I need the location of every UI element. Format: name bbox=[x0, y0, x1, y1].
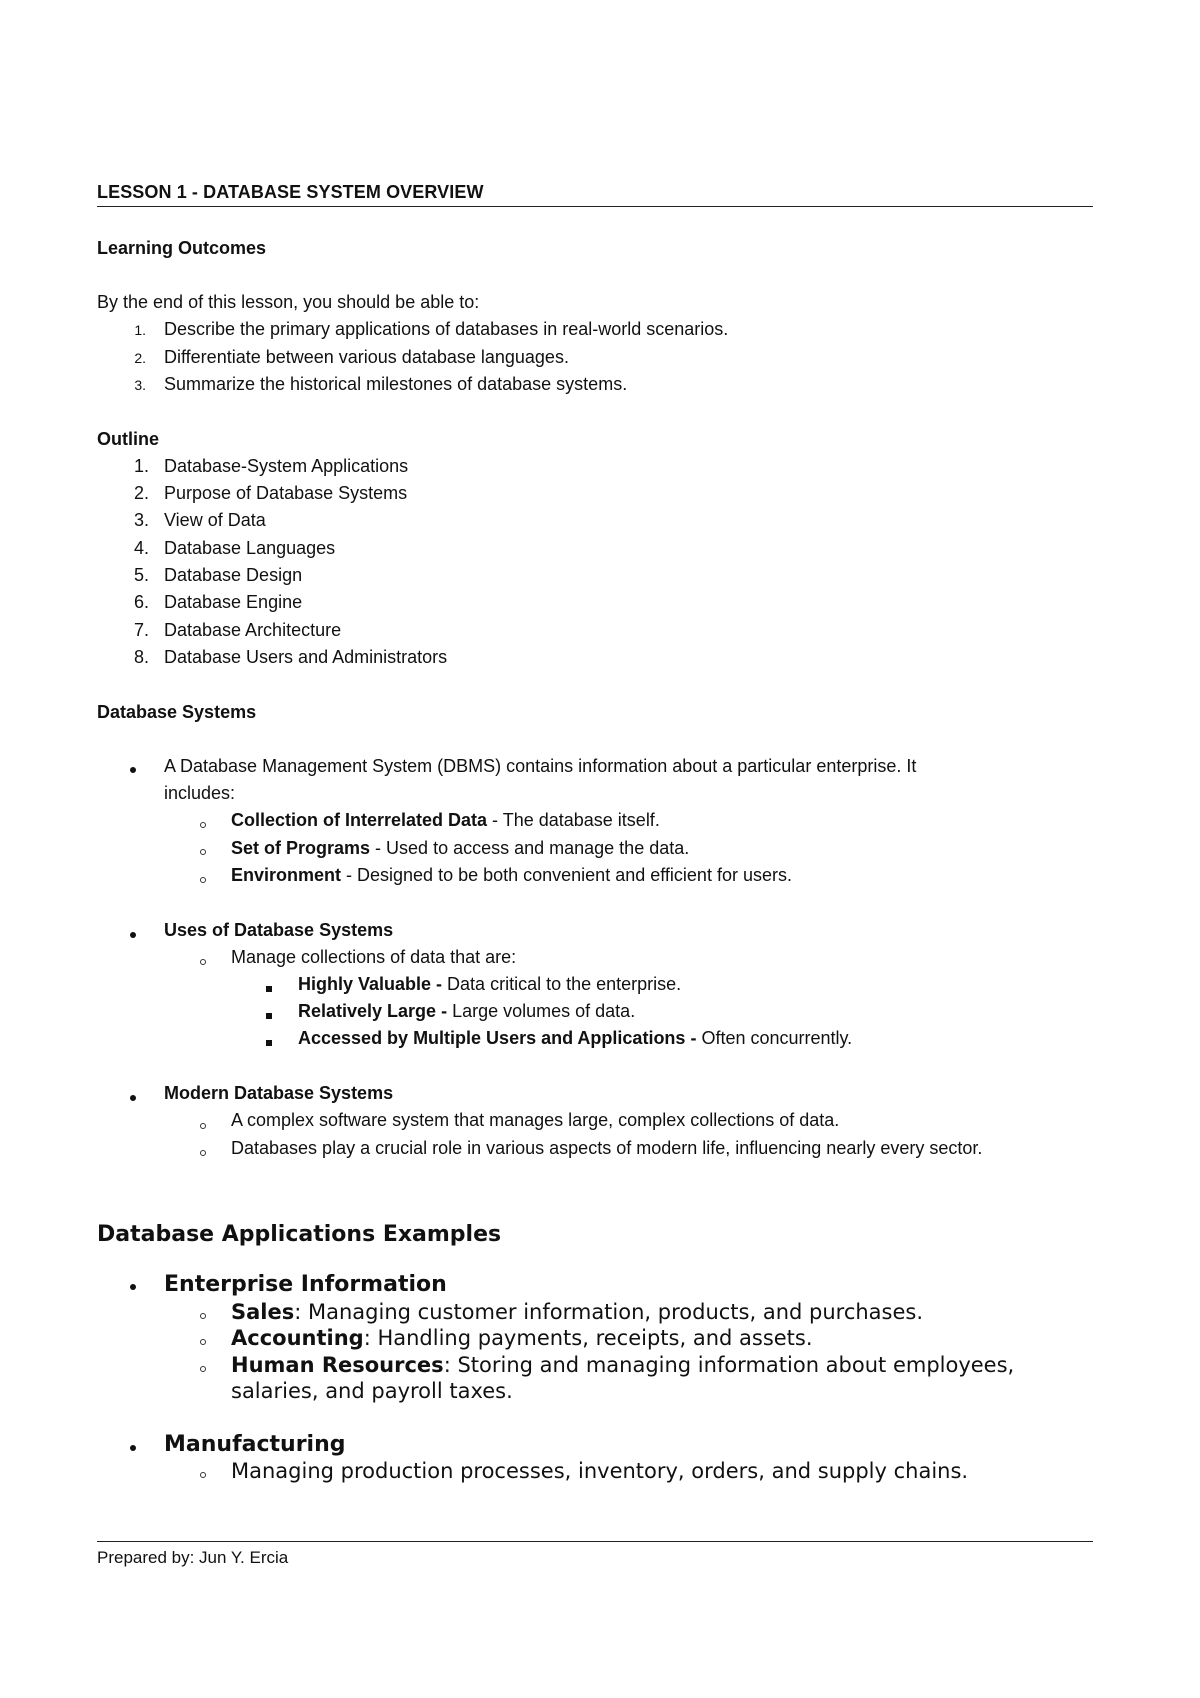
list-number: 2. bbox=[133, 483, 149, 503]
bullet-marker bbox=[130, 932, 136, 938]
list-number: 4. bbox=[133, 538, 149, 558]
title-divider bbox=[97, 206, 1093, 207]
manufacturing-item: Managing production processes, inventory, orders, and supply chains. bbox=[231, 1459, 969, 1483]
list-item: Database Users and Administrators bbox=[164, 647, 448, 667]
enterprise-item: Human Resources: Storing and managing information about employees, bbox=[231, 1353, 1015, 1377]
square-marker bbox=[266, 986, 272, 992]
square-marker bbox=[266, 1040, 272, 1046]
applications-heading: Database Applications Examples bbox=[97, 1222, 502, 1247]
uses-subsubitem: Highly Valuable - Data critical to the enterprise. bbox=[298, 974, 682, 994]
bullet-marker bbox=[130, 1445, 136, 1451]
dbms-subitem: Environment - Designed to be both convenient and efficient for users. bbox=[231, 865, 792, 885]
bullet-marker bbox=[130, 767, 136, 773]
uses-subitem: Manage collections of data that are: bbox=[231, 947, 517, 967]
list-item: Database-System Applications bbox=[164, 456, 409, 476]
dbms-description-line2: includes: bbox=[164, 783, 236, 803]
list-number: 6. bbox=[133, 592, 149, 612]
manufacturing-title: Manufacturing bbox=[164, 1432, 346, 1457]
circle-marker bbox=[200, 1313, 206, 1319]
list-item: Database Architecture bbox=[164, 620, 342, 640]
list-number: 5. bbox=[133, 565, 149, 585]
learning-outcomes-heading: Learning Outcomes bbox=[97, 238, 267, 258]
list-item: Purpose of Database Systems bbox=[164, 483, 408, 503]
dbms-subitem: Set of Programs - Used to access and manage the data. bbox=[231, 838, 690, 858]
learning-outcomes-intro: By the end of this lesson, you should be able to: bbox=[97, 292, 480, 312]
uses-subsubitem: Accessed by Multiple Users and Applications - Often concurrently. bbox=[298, 1028, 853, 1048]
dbms-subitem: Collection of Interrelated Data - The database itself. bbox=[231, 810, 660, 830]
enterprise-item-continuation: salaries, and payroll taxes. bbox=[231, 1379, 513, 1403]
circle-marker bbox=[200, 1366, 206, 1372]
circle-marker bbox=[200, 1472, 206, 1478]
list-number: 7. bbox=[133, 620, 149, 640]
list-number: 1. bbox=[134, 322, 146, 338]
list-number: 8. bbox=[133, 647, 149, 667]
list-item: Database Languages bbox=[164, 538, 336, 558]
modern-item: Databases play a crucial role in various aspects of modern life, influencing nearly every sector. bbox=[231, 1138, 983, 1158]
list-item: Summarize the historical milestones of database systems. bbox=[164, 374, 628, 394]
list-item: Database Design bbox=[164, 565, 303, 585]
list-item: Database Engine bbox=[164, 592, 303, 612]
enterprise-item: Sales: Managing customer information, products, and purchases. bbox=[231, 1300, 924, 1324]
prepared-by: Prepared by: Jun Y. Ercia bbox=[97, 1548, 289, 1567]
list-item: View of Data bbox=[164, 510, 266, 530]
square-marker bbox=[266, 1013, 272, 1019]
circle-marker bbox=[200, 877, 206, 883]
footer-divider bbox=[97, 1541, 1093, 1542]
circle-marker bbox=[200, 1123, 206, 1129]
modern-title: Modern Database Systems bbox=[164, 1083, 394, 1103]
enterprise-title: Enterprise Information bbox=[164, 1272, 447, 1297]
circle-marker bbox=[200, 1339, 206, 1345]
outline-heading: Outline bbox=[97, 429, 159, 449]
uses-title: Uses of Database Systems bbox=[164, 920, 394, 940]
database-systems-heading: Database Systems bbox=[97, 702, 257, 722]
enterprise-item: Accounting: Handling payments, receipts, and assets. bbox=[231, 1326, 813, 1350]
bullet-marker bbox=[130, 1095, 136, 1101]
circle-marker bbox=[200, 822, 206, 828]
modern-item: A complex software system that manages large, complex collections of data. bbox=[231, 1110, 840, 1130]
bullet-marker bbox=[130, 1284, 136, 1290]
circle-marker bbox=[200, 849, 206, 855]
list-number: 2. bbox=[134, 350, 146, 366]
list-item: Differentiate between various database languages. bbox=[164, 347, 569, 367]
list-number: 3. bbox=[133, 510, 149, 530]
list-number: 3. bbox=[134, 377, 146, 393]
uses-subsubitem: Relatively Large - Large volumes of data. bbox=[298, 1001, 636, 1021]
lesson-title: LESSON 1 - DATABASE SYSTEM OVERVIEW bbox=[97, 182, 484, 202]
list-item: Describe the primary applications of databases in real-world scenarios. bbox=[164, 319, 729, 339]
list-number: 1. bbox=[133, 456, 149, 476]
dbms-description-line1: A Database Management System (DBMS) contains information about a particular enterprise. It bbox=[164, 756, 917, 776]
circle-marker bbox=[200, 1150, 206, 1156]
circle-marker bbox=[200, 959, 206, 965]
